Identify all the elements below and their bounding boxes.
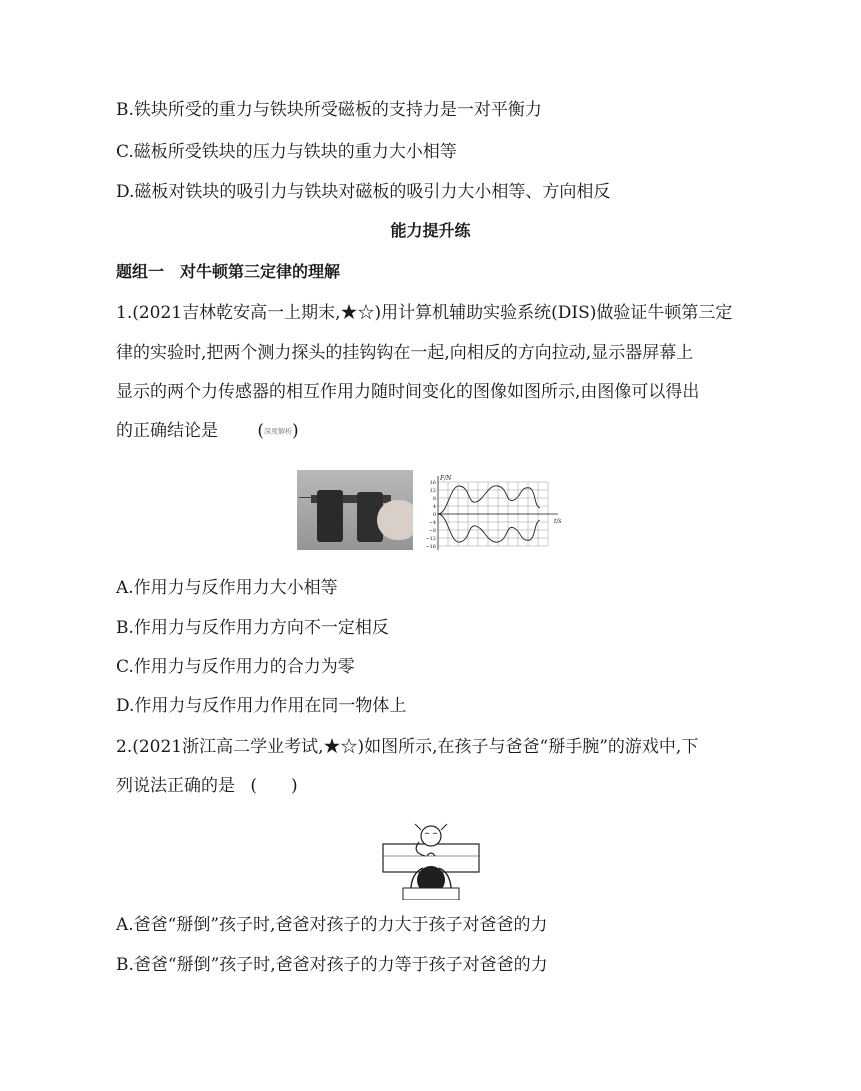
q1-option-c: C.作用力与反作用力的合力为零 — [116, 657, 355, 677]
arm-wrestling-cartoon — [381, 822, 481, 900]
q2-stem-end: 列说法正确的是 — [116, 776, 235, 796]
q1-line2: 律的实验时,把两个测力探头的挂钩钩在一起,向相反的方向拉动,显示器屏幕上 — [116, 343, 694, 363]
q2-line1: 2.(2021浙江高二学业考试,★☆)如图所示,在孩子与爸爸“掰手腕”的游戏中,下 — [116, 737, 699, 757]
answer-paren: ( ) — [250, 776, 298, 796]
q1-option-a: A.作用力与反作用力大小相等 — [116, 578, 338, 598]
y-tick: −4 — [428, 520, 436, 526]
q2-line2 — [116, 775, 298, 797]
q2-option-b: B.爸爸“掰倒”孩子时,爸爸对孩子的力等于孩子对爸爸的力 — [116, 955, 548, 975]
force-probe-photo — [297, 470, 413, 550]
option-c-prev: C.磁板所受铁块的压力与铁块的重力大小相等 — [116, 142, 457, 162]
q1-line3: 显示的两个力传感器的相互作用力随时间变化的图像如图所示,由图像可以得出 — [116, 382, 700, 402]
q1-option-b: B.作用力与反作用力方向不一定相反 — [116, 618, 389, 638]
section-title: 能力提升练 — [390, 221, 471, 240]
y-tick: −12 — [425, 536, 436, 542]
option-d-prev: D.磁板对铁块的吸引力与铁块对磁板的吸引力大小相等、方向相反 — [116, 182, 611, 202]
y-tick: 16 — [429, 480, 436, 486]
q1-stem-end: 的正确结论是 — [116, 421, 218, 441]
answer-paren: (深度解析) — [257, 421, 299, 441]
y-tick: −16 — [425, 544, 436, 550]
option-b-prev: B.铁块所受的重力与铁块所受磁板的支持力是一对平衡力 — [116, 100, 542, 120]
q1-line1: 1.(2021吉林乾安高一上期末,★☆)用计算机辅助实验系统(DIS)做验证牛顿第三定 — [116, 303, 733, 323]
y-tick: 0 — [432, 512, 436, 518]
q1-option-d: D.作用力与反作用力作用在同一物体上 — [116, 696, 407, 716]
y-tick: −8 — [428, 528, 436, 534]
force-time-graph — [418, 474, 568, 554]
y-tick: 12 — [429, 488, 436, 494]
q2-option-a: A.爸爸“掰倒”孩子时,爸爸对孩子的力大于孩子对爸爸的力 — [116, 915, 548, 935]
y-axis-label: F/N — [440, 475, 452, 482]
q1-line4 — [116, 420, 299, 443]
x-axis-label: t/s — [554, 518, 562, 525]
y-tick: 4 — [432, 504, 436, 510]
y-tick: 8 — [432, 496, 436, 502]
paren-note: 深度解析 — [264, 427, 293, 436]
group-title: 题组一 对牛顿第三定律的理解 — [116, 262, 341, 281]
